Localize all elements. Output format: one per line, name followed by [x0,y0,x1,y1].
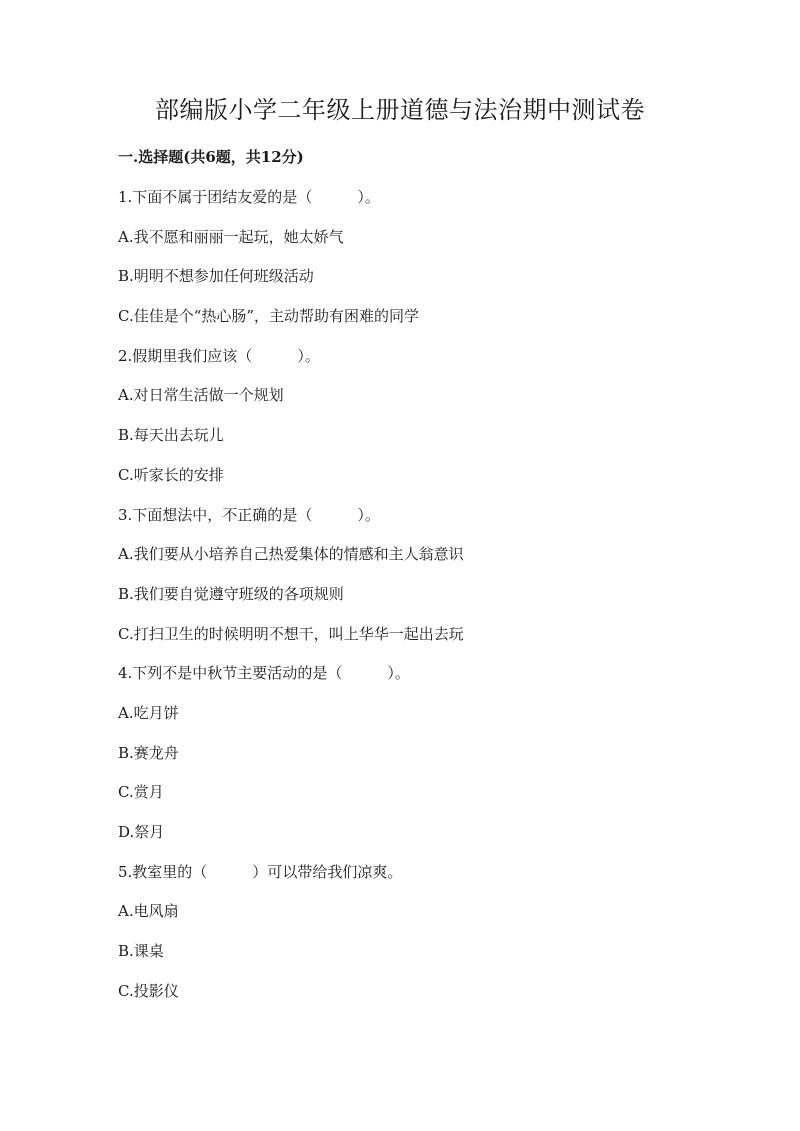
question-option: D.祭月 [118,823,165,841]
question-option: B.明明不想参加任何班级活动 [118,267,314,286]
question-option: B.每天出去玩儿 [118,426,224,445]
question-2 [118,346,718,505]
question-option: B.赛龙舟 [118,743,179,762]
page-title: 部编版小学二年级上册道德与法治期中测试卷 [155,96,645,124]
question-option: B.课桌 [118,942,164,961]
question-stem: 2.假期里我们应该（ ）。 [118,346,320,365]
question-option: C.听家长的安排 [118,465,224,484]
question-option: B.我们要自觉遵守班级的各项规则 [118,584,344,603]
question-option: A.对日常生活做一个规划 [118,386,284,405]
section-heading: 一.选择题(共6题，共12分) [118,148,304,166]
question-option: C.投影仪 [118,981,179,1000]
question-stem: 1.下面不属于团结友爱的是（ ）。 [118,188,380,206]
question-3 [118,505,718,664]
question-option: A.电风扇 [118,902,179,921]
question-option: C.佳佳是个“热心肠”，主动帮助有困难的同学 [118,307,420,326]
question-option: C.打扫卫生的时候明明不想干，叫上华华一起出去玩 [118,624,464,643]
question-list [118,187,718,1020]
question-option: A.我们要从小培养自己热爱集体的情感和主人翁意识 [118,545,464,564]
question-1 [118,187,718,346]
question-option: A.我不愿和丽丽一起玩，她太娇气 [118,227,344,246]
question-stem: 3.下面想法中，不正确的是（ ）。 [118,505,380,524]
question-5 [118,862,718,1021]
question-4 [118,663,718,861]
question-stem: 4.下列不是中秋节主要活动的是（ ）。 [118,664,410,683]
question-stem: 5.教室里的（ ）可以带给我们凉爽。 [118,862,403,881]
question-option: A.吃月饼 [118,703,179,722]
question-option: C.赏月 [118,783,164,802]
